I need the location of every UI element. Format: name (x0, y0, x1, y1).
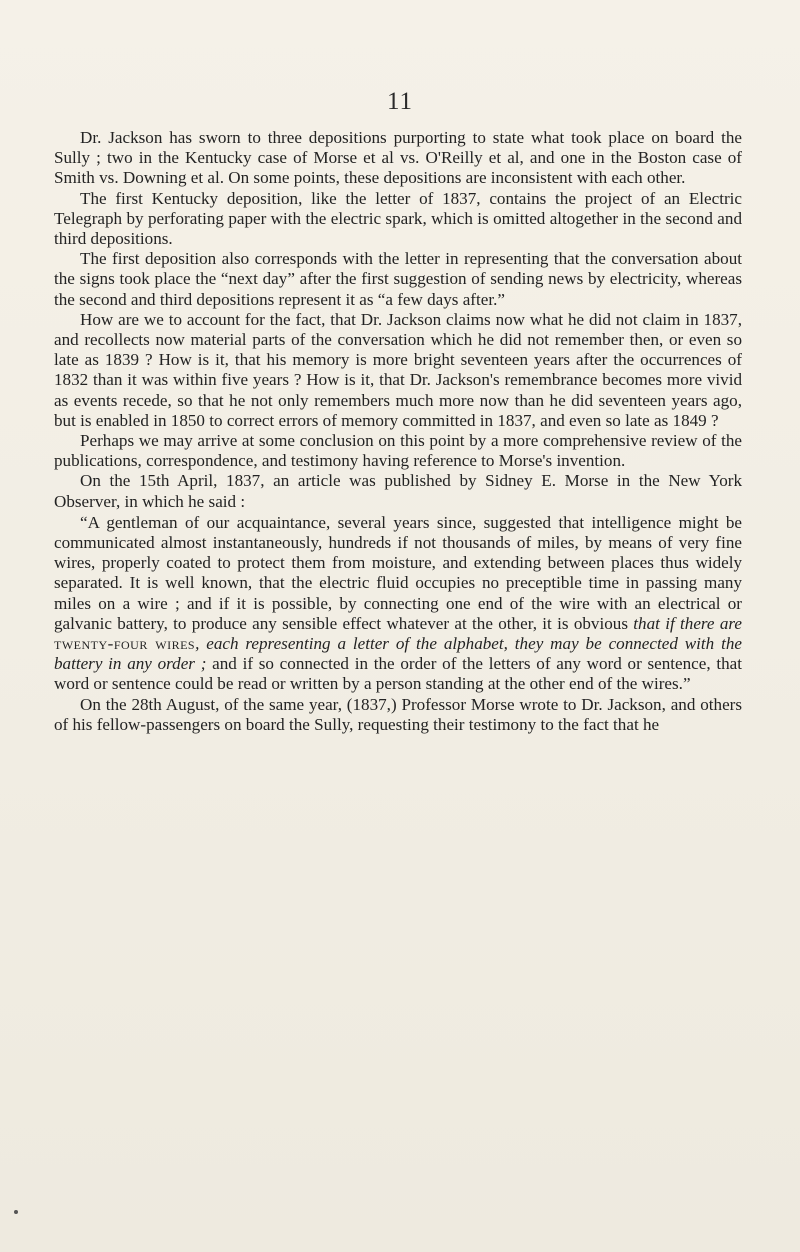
paragraph: The first deposition also corresponds with the letter in representing that the conversation about the signs took place the “next day” after the first suggestion of sending news by electricity, whereas the second and third depositions represent it as “a few days after.” (54, 249, 742, 309)
paragraph: Dr. Jackson has sworn to three depositions purporting to state what took place on board the Sully ; two in the Kentucky case of Morse et al vs. O'Reilly et al, and one in the Boston case of Smith vs. Downing et al. On some points, these depositions are inconsistent with each other. (54, 128, 742, 188)
margin-mark (14, 1210, 18, 1214)
quote-italic: that if there are (633, 613, 742, 633)
quote-text: and if so connected in the order of the letters of any word or sentence, that word or sentence could be read or written by a person standing at the other end of the wires.” (54, 654, 742, 694)
body-text (54, 128, 742, 735)
paragraph: Perhaps we may arrive at some conclusion on this point by a more comprehensive review of the publications, correspondence, and testimony having reference to Morse's invention. (54, 431, 742, 471)
paragraph: On the 28th August, of the same year, (1837,) Professor Morse wrote to Dr. Jackson, and others of his fellow-passengers on board the Sully, requesting their testimony to the fact that he (54, 694, 742, 734)
page-number: 11 (386, 88, 414, 115)
quoted-passage (54, 513, 742, 695)
paragraph: On the 15th April, 1837, an article was published by Sidney E. Morse in the New York Observer, in which he said : (54, 471, 742, 511)
paragraph: How are we to account for the fact, that Dr. Jackson claims now what he did not claim in 1837, and recollects now material parts of the conversation which he did not remember then, or even so late as 1839 ? How is it, that his memory is more bright seventeen years after the occurrences of 1832 than it was within five years ? How is it, that Dr. Jackson's remembrance becomes more vivid as events recede, so that he not only remembers much more now than he did seventeen years ago, but is enabled in 1850 to correct errors of memory committed in 1837, and even so late as 1849 ? (54, 309, 742, 430)
quote-small-caps: twenty-four wires (54, 634, 196, 654)
quote-italic: , each representing a letter of the alphabet, they may be connected with the battery in any order ; (54, 634, 742, 674)
quote-text: “A gentleman of our acquaintance, several years since, suggested that intelligence might be communicated almost instantaneously, hundreds if not thousands of miles, by means of very fine wires, properly coated to protect them from moisture, and extending between places thus widely separated. It is well known, that the electric fluid occupies no preceptible time in passing many miles on a wire ; and if it is possible, by connecting one end of the wire with an electrical or galvanic battery, to produce any sensible effect whatever at the other, it is obvious (54, 512, 742, 633)
paragraph: The first Kentucky deposition, like the letter of 1837, contains the project of an Electric Telegraph by perforating paper with the electric spark, which is omitted altogether in the second and third depositions. (54, 188, 742, 249)
